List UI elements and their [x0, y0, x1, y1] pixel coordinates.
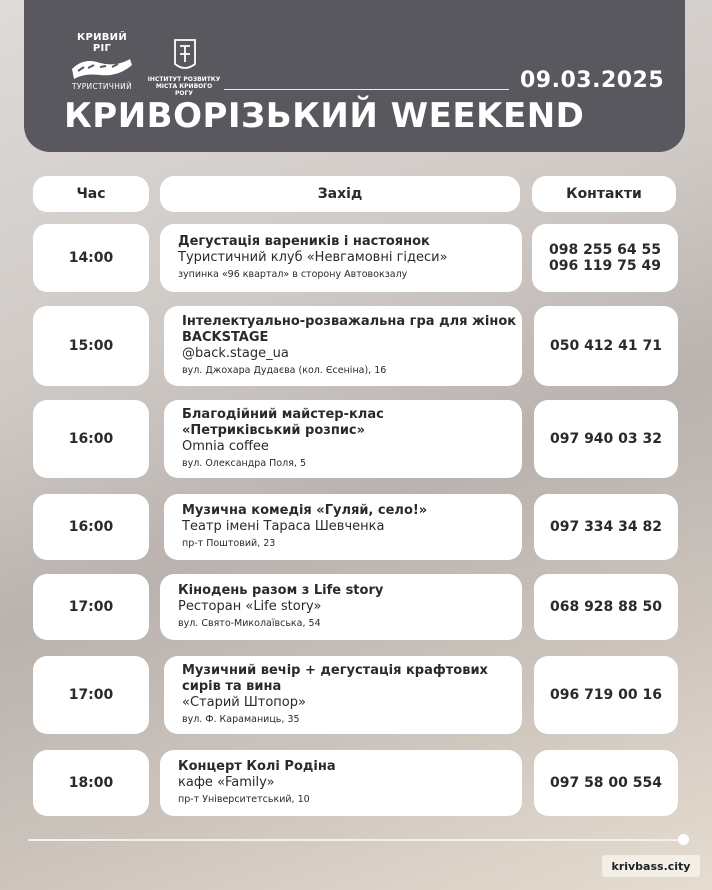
logo-text: РІГ	[92, 43, 112, 54]
column-header-time: Час	[33, 176, 149, 212]
footer-dot	[678, 834, 689, 845]
event-cell	[164, 306, 522, 386]
event-title: Дегустація вареників і настоянок	[178, 234, 430, 249]
phone-number: 097 334 34 82	[549, 519, 663, 535]
page-title: КРИВОРІЗЬКИЙ WEEKEND	[64, 96, 585, 136]
time-cell: 16:00	[33, 494, 149, 560]
contact-cell	[534, 306, 678, 386]
event-address: пр-т Поштовий, 23	[182, 538, 276, 549]
phone-number: 098 255 64 55	[548, 242, 662, 258]
institute-logo	[146, 36, 222, 97]
event-cell	[164, 494, 522, 560]
event-cell	[160, 750, 522, 816]
logo-text: ТУРИСТИЧНИЙ	[71, 82, 132, 91]
time-cell: 15:00	[33, 306, 149, 386]
column-header-event: Захід	[160, 176, 520, 212]
event-address: пр-т Університетський, 10	[178, 794, 310, 805]
contact-cell	[532, 224, 678, 292]
event-organizer: Туристичний клуб «Невгамовні гідеси»	[178, 250, 448, 265]
event-cell	[160, 224, 522, 292]
institute-emblem-icon	[170, 36, 200, 74]
hills-icon	[70, 55, 134, 81]
event-title: Музична комедія «Гуляй, село!»	[182, 503, 428, 518]
logo-text: МІСТА КРИВОГО РОГУ	[155, 83, 213, 97]
event-address: вул. Свято-Миколаївська, 54	[178, 618, 321, 629]
logo-text: ІНСТИТУТ РОЗВИТКУ	[147, 76, 221, 83]
event-organizer: Omnia coffee	[182, 439, 269, 454]
time-cell: 18:00	[33, 750, 149, 816]
watermark: krivbass.city	[602, 855, 700, 877]
event-title: Концерт Колі Родіна	[178, 759, 336, 774]
phone-number: 050 412 41 71	[549, 338, 663, 354]
event-organizer: @back.stage_ua	[182, 346, 289, 361]
event-cell	[160, 574, 522, 640]
event-organizer: Театр імені Тараса Шевченка	[182, 519, 385, 534]
contact-cell	[534, 494, 678, 560]
event-cell	[164, 656, 522, 734]
event-address: зупинка «96 квартал» в сторону Автовокзалу	[178, 269, 408, 280]
tourist-logo	[64, 32, 140, 94]
institute-name	[146, 76, 222, 97]
header-banner	[24, 0, 685, 152]
phone-number: 096 719 00 16	[549, 687, 663, 703]
column-header-contacts: Контакти	[532, 176, 676, 212]
event-organizer: «Старий Штопор»	[182, 695, 306, 710]
event-title: Кінодень разом з Life story	[178, 583, 384, 598]
contact-cell	[534, 750, 678, 816]
event-address: вул. Джохара Дудаєва (кол. Єсеніна), 16	[182, 365, 387, 376]
logo-text: КРИВИЙ	[76, 32, 128, 43]
event-address: вул. Олександра Поля, 5	[182, 458, 306, 469]
phone-number: 097 940 03 32	[549, 431, 663, 447]
divider	[224, 89, 509, 90]
contact-cell	[534, 656, 678, 734]
time-cell: 17:00	[33, 656, 149, 734]
event-title: Благодійний майстер-клас «Петриківський розпис»	[182, 407, 384, 438]
event-organizer: Ресторан «Life story»	[178, 599, 322, 614]
event-cell	[164, 400, 522, 478]
contact-cell	[534, 400, 678, 478]
event-title: Музичний вечір + дегустація крафтових сирів та вина	[182, 663, 488, 694]
footer-line	[28, 839, 683, 841]
event-organizer: кафе «Family»	[178, 775, 275, 790]
event-date: 09.03.2025	[520, 68, 665, 93]
time-cell: 16:00	[33, 400, 149, 478]
time-cell: 14:00	[33, 224, 149, 292]
contact-cell	[534, 574, 678, 640]
time-cell: 17:00	[33, 574, 149, 640]
phone-number: 097 58 00 554	[549, 775, 663, 791]
phone-number: 068 928 88 50	[549, 599, 663, 615]
phone-number: 096 119 75 49	[548, 258, 662, 274]
event-title: Інтелектуально-розважальна гра для жінок BACKSTAGE	[182, 314, 517, 345]
event-address: вул. Ф. Караманиць, 35	[182, 714, 300, 725]
